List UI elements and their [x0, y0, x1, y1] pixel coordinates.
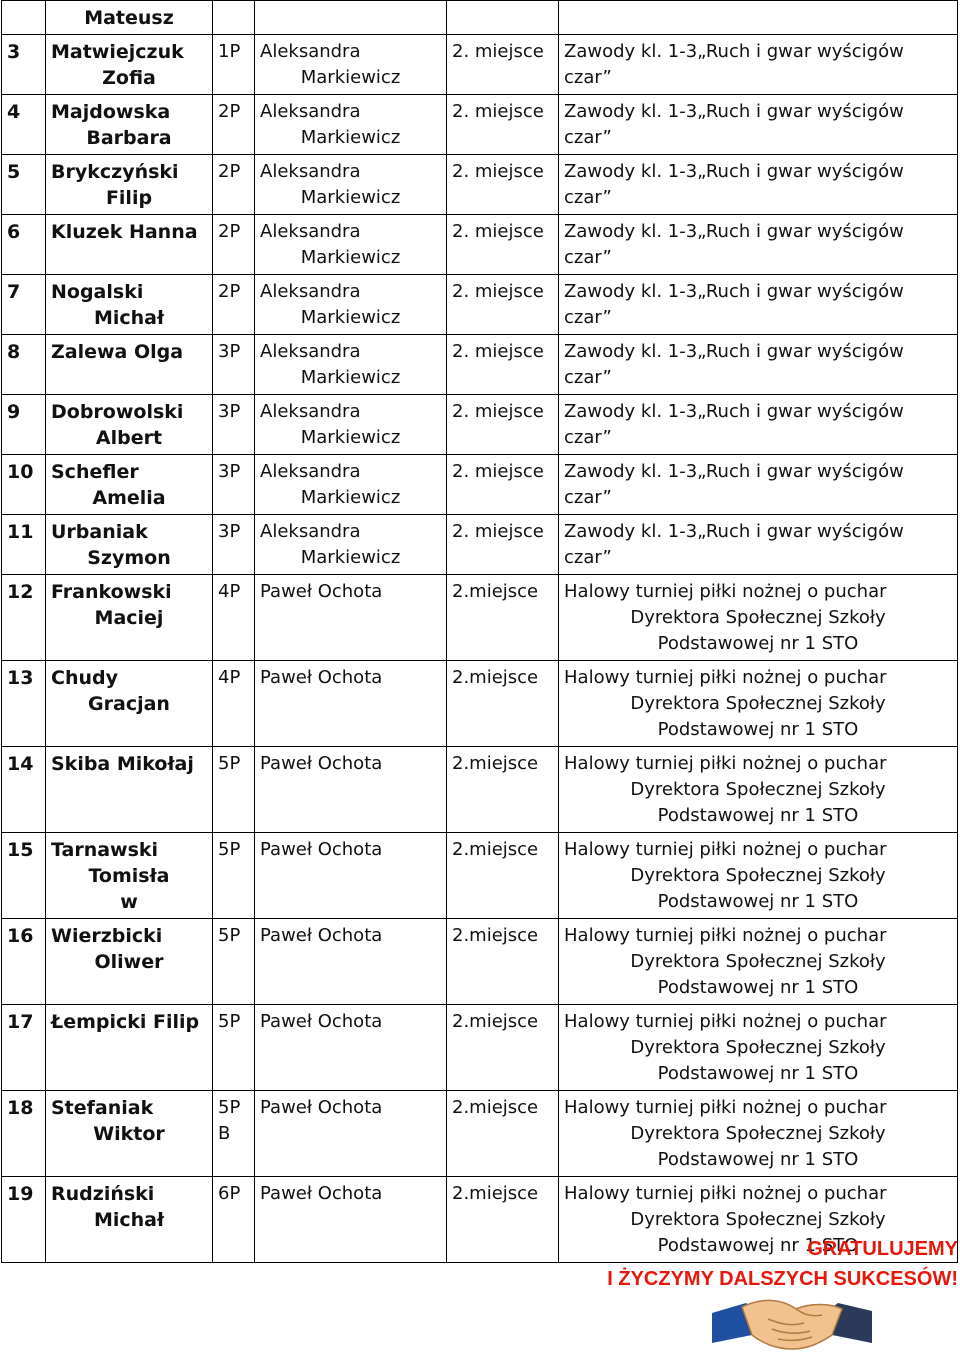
cell-line: Aleksandra	[260, 221, 361, 242]
cell-line: Albert	[95, 427, 163, 449]
cell-line: Markiewicz	[300, 547, 401, 568]
competition-cell	[559, 215, 958, 275]
teacher-cell	[255, 155, 447, 215]
student-name-cell	[46, 455, 213, 515]
cell-line: Podstawowej nr 1 STO	[657, 977, 859, 998]
teacher-cell	[255, 919, 447, 1005]
cell-line: Paweł Ochota	[260, 925, 383, 946]
cell-line: Zawody kl. 1-3„Ruch i gwar wyścigów czar”	[564, 281, 904, 328]
teacher-cell	[255, 275, 447, 335]
row-number: 11	[7, 521, 34, 543]
cell-line: Amelia	[92, 487, 166, 509]
cell-line: Markiewicz	[300, 367, 401, 388]
class-cell	[213, 1005, 255, 1091]
place-value: 2. miejsce	[452, 401, 544, 422]
cell-line: 2P	[218, 281, 241, 302]
cell-line: Podstawowej nr 1 STO	[657, 891, 859, 912]
teacher-cell	[255, 515, 447, 575]
teacher-cell	[255, 35, 447, 95]
place-cell	[447, 919, 559, 1005]
place-value: 2.miejsce	[452, 581, 539, 602]
class-cell	[213, 35, 255, 95]
row-number: 3	[7, 41, 21, 63]
place-value: 2.miejsce	[452, 1097, 539, 1118]
place-cell	[447, 1, 559, 35]
teacher-cell	[255, 395, 447, 455]
place-value: 2. miejsce	[452, 41, 544, 62]
competition-cell	[559, 155, 958, 215]
cell-line: Dyrektora Społecznej Szkoły	[630, 1123, 886, 1144]
place-value: 2.miejsce	[452, 753, 539, 774]
cell-line: Zawody kl. 1-3„Ruch i gwar wyścigów czar”	[564, 41, 904, 88]
results-table-body	[2, 1, 958, 1263]
cell-line: Brykczyński	[51, 161, 179, 183]
cell-line: 3P	[218, 521, 241, 542]
row-number-cell	[2, 95, 46, 155]
class-cell	[213, 335, 255, 395]
table-row	[2, 395, 958, 455]
place-cell	[447, 35, 559, 95]
student-name-cell	[46, 575, 213, 661]
class-cell	[213, 1091, 255, 1177]
table-row	[2, 155, 958, 215]
student-name-cell	[46, 215, 213, 275]
cell-line: Aleksandra	[260, 521, 361, 542]
competition-cell	[559, 275, 958, 335]
place-cell	[447, 575, 559, 661]
cell-line: Zawody kl. 1-3„Ruch i gwar wyścigów czar”	[564, 461, 904, 508]
place-cell	[447, 833, 559, 919]
class-cell	[213, 275, 255, 335]
cell-line: 5P	[218, 1097, 241, 1118]
handshake-icon	[712, 1283, 872, 1369]
row-number: 19	[7, 1183, 34, 1205]
class-cell	[213, 747, 255, 833]
cell-line: Dyrektora Społecznej Szkoły	[630, 1037, 886, 1058]
competition-cell	[559, 35, 958, 95]
student-name-cell	[46, 833, 213, 919]
competition-cell	[559, 95, 958, 155]
teacher-cell	[255, 1, 447, 35]
row-number-cell	[2, 335, 46, 395]
cell-line: Podstawowej nr 1 STO	[657, 1235, 859, 1256]
student-name-cell	[46, 1177, 213, 1263]
row-number-cell	[2, 395, 46, 455]
table-row	[2, 455, 958, 515]
cell-line: Aleksandra	[260, 101, 361, 122]
student-name-cell	[46, 95, 213, 155]
table-row	[2, 833, 958, 919]
cell-line: Barbara	[86, 127, 172, 149]
cell-line: Gracjan	[88, 693, 170, 715]
cell-line: 5P	[218, 925, 241, 946]
row-number: 4	[7, 101, 21, 123]
cell-line: Nogalski	[51, 281, 144, 303]
row-number-cell	[2, 215, 46, 275]
teacher-cell	[255, 1005, 447, 1091]
cell-line: Michał	[93, 1209, 165, 1231]
row-number-cell	[2, 515, 46, 575]
teacher-cell	[255, 747, 447, 833]
cell-line: Rudziński	[51, 1183, 155, 1205]
student-name-cell	[46, 1005, 213, 1091]
cell-line: 3P	[218, 461, 241, 482]
cell-line: 2P	[218, 161, 241, 182]
cell-line: Dyrektora Społecznej Szkoły	[630, 951, 886, 972]
competition-cell	[559, 1, 958, 35]
place-cell	[447, 395, 559, 455]
cell-line: Tarnawski	[51, 839, 159, 861]
cell-line: Majdowska	[51, 101, 171, 123]
cell-line: Zawody kl. 1-3„Ruch i gwar wyścigów czar”	[564, 101, 904, 148]
cell-line: 2P	[218, 101, 241, 122]
student-name-cell	[46, 275, 213, 335]
class-cell	[213, 455, 255, 515]
cell-line: Aleksandra	[260, 401, 361, 422]
cell-line: B	[218, 1123, 231, 1144]
cell-line: 3P	[218, 401, 241, 422]
row-number: 17	[7, 1011, 34, 1033]
class-cell	[213, 95, 255, 155]
competition-cell	[559, 1091, 958, 1177]
row-number-cell	[2, 1091, 46, 1177]
table-row	[2, 1, 958, 35]
place-cell	[447, 455, 559, 515]
place-value: 2.miejsce	[452, 1183, 539, 1204]
place-value: 2. miejsce	[452, 221, 544, 242]
row-number-cell	[2, 661, 46, 747]
cell-line: Halowy turniej piłki nożnej o puchar	[564, 839, 887, 860]
cell-line: Halowy turniej piłki nożnej o puchar	[564, 1183, 887, 1204]
student-name-cell	[46, 155, 213, 215]
teacher-cell	[255, 335, 447, 395]
cell-line: Paweł Ochota	[260, 753, 383, 774]
cell-line: Dyrektora Społecznej Szkoły	[630, 779, 886, 800]
row-number-cell	[2, 155, 46, 215]
class-cell	[213, 1177, 255, 1263]
place-cell	[447, 515, 559, 575]
cell-line: 3P	[218, 341, 241, 362]
cell-line: Zawody kl. 1-3„Ruch i gwar wyścigów czar”	[564, 161, 904, 208]
teacher-cell	[255, 661, 447, 747]
student-name-cell	[46, 335, 213, 395]
place-cell	[447, 1005, 559, 1091]
student-name-cell	[46, 661, 213, 747]
cell-line: Markiewicz	[300, 487, 401, 508]
class-cell	[213, 155, 255, 215]
place-cell	[447, 335, 559, 395]
table-row	[2, 35, 958, 95]
competition-cell	[559, 833, 958, 919]
teacher-cell	[255, 215, 447, 275]
class-cell	[213, 575, 255, 661]
place-cell	[447, 95, 559, 155]
results-table	[1, 0, 958, 1263]
class-cell	[213, 215, 255, 275]
cell-line: Oliwer	[94, 951, 164, 973]
teacher-cell	[255, 1091, 447, 1177]
cell-line: Maciej	[94, 607, 164, 629]
student-name-cell	[46, 515, 213, 575]
cell-line: 5P	[218, 1011, 241, 1032]
cell-line: w	[120, 891, 138, 913]
row-number-cell	[2, 919, 46, 1005]
place-cell	[447, 155, 559, 215]
row-number: 6	[7, 221, 21, 243]
cell-line: Dyrektora Społecznej Szkoły	[630, 865, 886, 886]
row-number-cell	[2, 455, 46, 515]
row-number: 12	[7, 581, 34, 603]
student-name-cell	[46, 35, 213, 95]
cell-line: Markiewicz	[300, 427, 401, 448]
cell-line: Skiba Mikołaj	[51, 753, 194, 775]
place-cell	[447, 215, 559, 275]
row-number-cell	[2, 275, 46, 335]
cell-line: Filip	[105, 187, 153, 209]
cell-line: Wiktor	[93, 1123, 165, 1145]
cell-line: Aleksandra	[260, 461, 361, 482]
class-cell	[213, 1, 255, 35]
cell-line: Wierzbicki	[51, 925, 163, 947]
cell-line: Aleksandra	[260, 161, 361, 182]
cell-line: Aleksandra	[260, 41, 361, 62]
cell-line: Paweł Ochota	[260, 1097, 383, 1118]
cell-line: Frankowski	[51, 581, 172, 603]
cell-line: Paweł Ochota	[260, 1011, 383, 1032]
cell-line: Markiewicz	[300, 67, 401, 88]
row-number-cell	[2, 1005, 46, 1091]
cell-line: Zawody kl. 1-3„Ruch i gwar wyścigów czar”	[564, 521, 904, 568]
competition-cell	[559, 1005, 958, 1091]
cell-line: Podstawowej nr 1 STO	[657, 719, 859, 740]
cell-line: Halowy turniej piłki nożnej o puchar	[564, 925, 887, 946]
place-value: 2.miejsce	[452, 667, 539, 688]
cell-line: Zawody kl. 1-3„Ruch i gwar wyścigów czar”	[564, 341, 904, 388]
cell-line: Zawody kl. 1-3„Ruch i gwar wyścigów czar”	[564, 221, 904, 268]
row-number-cell	[2, 747, 46, 833]
cell-line: Paweł Ochota	[260, 667, 383, 688]
cell-line: Markiewicz	[300, 247, 401, 268]
competition-cell	[559, 515, 958, 575]
place-cell	[447, 1177, 559, 1263]
row-number-cell	[2, 833, 46, 919]
cell-line: Markiewicz	[300, 127, 401, 148]
place-cell	[447, 661, 559, 747]
cell-line: Dyrektora Społecznej Szkoły	[630, 693, 886, 714]
teacher-cell	[255, 95, 447, 155]
table-row	[2, 95, 958, 155]
cell-line: Paweł Ochota	[260, 839, 383, 860]
row-number: 10	[7, 461, 34, 483]
table-row	[2, 1005, 958, 1091]
place-value: 2. miejsce	[452, 461, 544, 482]
row-number-cell	[2, 35, 46, 95]
competition-cell	[559, 335, 958, 395]
cell-line: Podstawowej nr 1 STO	[657, 1063, 859, 1084]
cell-line: Halowy turniej piłki nożnej o puchar	[564, 1097, 887, 1118]
competition-cell	[559, 395, 958, 455]
table-row	[2, 515, 958, 575]
table-row	[2, 747, 958, 833]
cell-line: Matwiejczuk	[51, 41, 184, 63]
table-row	[2, 1091, 958, 1177]
place-value: 2. miejsce	[452, 521, 544, 542]
student-name-cell	[46, 1, 213, 35]
teacher-cell	[255, 1177, 447, 1263]
cell-line: 5P	[218, 753, 241, 774]
competition-cell	[559, 661, 958, 747]
cell-line: Markiewicz	[300, 187, 401, 208]
cell-line: 2P	[218, 221, 241, 242]
class-cell	[213, 515, 255, 575]
teacher-cell	[255, 575, 447, 661]
student-name-cell	[46, 1091, 213, 1177]
cell-line: Tomisła	[88, 865, 170, 887]
place-value: 2. miejsce	[452, 281, 544, 302]
place-value: 2. miejsce	[452, 101, 544, 122]
cell-line: Aleksandra	[260, 341, 361, 362]
row-number: 5	[7, 161, 21, 183]
row-number-cell	[2, 575, 46, 661]
place-value: 2.miejsce	[452, 1011, 539, 1032]
cell-line: Łempicki Filip	[51, 1011, 200, 1033]
cell-line: Podstawowej nr 1 STO	[657, 1149, 859, 1170]
place-value: 2. miejsce	[452, 161, 544, 182]
cell-line: Kluzek Hanna	[51, 221, 198, 243]
cell-line: Podstawowej nr 1 STO	[657, 805, 859, 826]
table-row	[2, 215, 958, 275]
teacher-cell	[255, 455, 447, 515]
cell-line: 5P	[218, 839, 241, 860]
cell-line: Szymon	[87, 547, 171, 569]
cell-line: Zalewa Olga	[51, 341, 184, 363]
cell-line: Michał	[93, 307, 165, 329]
student-name-cell	[46, 747, 213, 833]
place-value: 2. miejsce	[452, 341, 544, 362]
competition-cell	[559, 455, 958, 515]
competition-cell	[559, 747, 958, 833]
table-row	[2, 661, 958, 747]
cell-line: Zofia	[102, 67, 156, 89]
cell-line: Markiewicz	[300, 307, 401, 328]
cell-line: Dobrowolski	[51, 401, 184, 423]
table-row	[2, 275, 958, 335]
place-value: 2.miejsce	[452, 839, 539, 860]
row-number: 9	[7, 401, 21, 423]
row-number: 7	[7, 281, 21, 303]
cell-line: 4P	[218, 581, 241, 602]
cell-line: Chudy	[51, 667, 118, 689]
competition-cell	[559, 919, 958, 1005]
place-cell	[447, 1091, 559, 1177]
cell-line: 1P	[218, 41, 241, 62]
row-number: 8	[7, 341, 21, 363]
cell-line: Halowy turniej piłki nożnej o puchar	[564, 753, 887, 774]
row-number: 14	[7, 753, 34, 775]
cell-line: Halowy turniej piłki nożnej o puchar	[564, 581, 887, 602]
cell-line: Dyrektora Społecznej Szkoły	[630, 607, 886, 628]
table-row	[2, 919, 958, 1005]
cell-line: Dyrektora Społecznej Szkoły	[630, 1209, 886, 1230]
class-cell	[213, 919, 255, 1005]
row-number: 15	[7, 839, 34, 861]
row-number: 13	[7, 667, 34, 689]
cell-line: Stefaniak	[51, 1097, 154, 1119]
cell-line: Paweł Ochota	[260, 581, 383, 602]
cell-line: Halowy turniej piłki nożnej o puchar	[564, 1011, 887, 1032]
row-number: 16	[7, 925, 34, 947]
table-row	[2, 335, 958, 395]
cell-line: Halowy turniej piłki nożnej o puchar	[564, 667, 887, 688]
place-cell	[447, 747, 559, 833]
student-name-cell	[46, 919, 213, 1005]
congratulations-line-2: I ŻYCZYMY DALSZYCH SUKCESÓW!	[607, 1268, 958, 1290]
cell-line: Mateusz	[84, 7, 174, 29]
congratulations-line-1: GRATULUJEMY	[807, 1238, 958, 1260]
table-row	[2, 575, 958, 661]
row-number: 18	[7, 1097, 34, 1119]
competition-cell	[559, 575, 958, 661]
cell-line: Aleksandra	[260, 281, 361, 302]
class-cell	[213, 395, 255, 455]
cell-line: Urbaniak	[51, 521, 148, 543]
cell-line: Paweł Ochota	[260, 1183, 383, 1204]
row-number-cell	[2, 1177, 46, 1263]
class-cell	[213, 833, 255, 919]
cell-line: 6P	[218, 1183, 241, 1204]
row-number-cell	[2, 1, 46, 35]
cell-line: Podstawowej nr 1 STO	[657, 633, 859, 654]
place-value: 2.miejsce	[452, 925, 539, 946]
class-cell	[213, 661, 255, 747]
place-cell	[447, 275, 559, 335]
cell-line: 4P	[218, 667, 241, 688]
cell-line: Schefler	[51, 461, 139, 483]
cell-line: Zawody kl. 1-3„Ruch i gwar wyścigów czar”	[564, 401, 904, 448]
teacher-cell	[255, 833, 447, 919]
student-name-cell	[46, 395, 213, 455]
